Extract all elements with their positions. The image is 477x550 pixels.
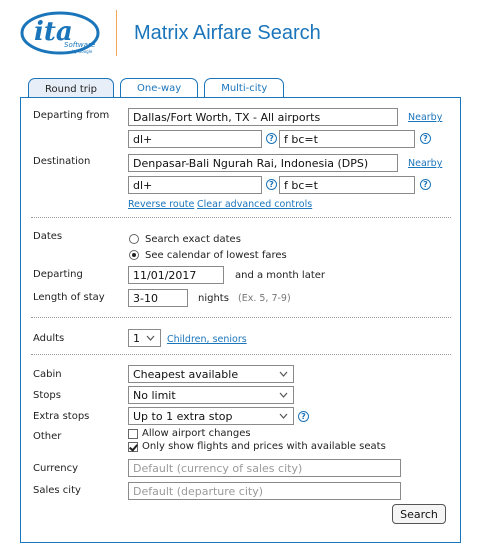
section-divider xyxy=(31,354,451,355)
extra-stops-select[interactable] xyxy=(128,407,294,425)
sales-city-input[interactable]: Default (departure city) xyxy=(128,482,401,500)
extra-stops-label: Extra stops xyxy=(33,411,90,422)
other-label: Other xyxy=(33,431,62,442)
help-icon[interactable]: ? xyxy=(298,411,309,422)
adults-value: 1 xyxy=(133,331,140,345)
logo-sub2: by Google xyxy=(72,49,93,54)
allow-airport-changes-label: Allow airport changes xyxy=(142,428,251,439)
destination-extension-input[interactable]: f bc=t xyxy=(279,176,415,194)
tab-one-way[interactable]: One-way xyxy=(120,78,198,98)
exact-dates-radio[interactable] xyxy=(129,234,139,244)
header-divider xyxy=(116,10,117,56)
help-icon[interactable]: ? xyxy=(420,179,431,190)
length-of-stay-input[interactable]: 3-10 xyxy=(128,289,188,307)
length-of-stay-label: Length of stay xyxy=(33,292,105,303)
tab-round-trip[interactable]: Round trip xyxy=(28,78,114,99)
nights-text: nights xyxy=(198,293,229,304)
stops-value: No limit xyxy=(133,388,176,402)
reverse-route-link[interactable]: Reverse route xyxy=(128,199,195,210)
cabin-value: Cheapest available xyxy=(133,367,239,381)
available-seats-label: Only show flights and prices with available seats xyxy=(142,441,386,452)
cabin-select[interactable] xyxy=(128,365,294,383)
available-seats-checkbox[interactable] xyxy=(128,442,138,452)
origin-nearby-link[interactable]: Nearby xyxy=(408,112,443,123)
page-title: Matrix Airfare Search xyxy=(134,22,321,44)
trip-type-tabs xyxy=(28,78,290,98)
adults-select[interactable] xyxy=(128,329,161,347)
origin-input[interactable]: Dallas/Fort Worth, TX - All airports xyxy=(128,108,398,126)
extra-stops-value: Up to 1 extra stop xyxy=(133,409,233,423)
tab-multi-city[interactable]: Multi-city xyxy=(204,78,284,98)
origin-extension-input[interactable]: f bc=t xyxy=(279,130,415,148)
destination-nearby-link[interactable]: Nearby xyxy=(408,158,443,169)
search-button[interactable]: Search xyxy=(392,504,446,524)
cabin-label: Cabin xyxy=(33,369,62,380)
calendar-radio[interactable] xyxy=(129,250,139,260)
ita-logo xyxy=(20,10,104,56)
destination-routing-input[interactable]: dl+ xyxy=(128,176,262,194)
section-divider xyxy=(31,217,451,218)
dates-label: Dates xyxy=(33,231,63,242)
currency-label: Currency xyxy=(33,463,79,474)
clear-advanced-link[interactable]: Clear advanced controls xyxy=(197,199,313,210)
sales-city-label: Sales city xyxy=(33,485,81,496)
children-seniors-link[interactable]: Children, seniors xyxy=(167,334,247,345)
help-icon[interactable]: ? xyxy=(266,133,277,144)
stay-example-hint: (Ex. 5, 7-9) xyxy=(238,293,291,304)
stops-select[interactable] xyxy=(128,386,294,404)
search-form xyxy=(20,97,461,543)
exact-dates-label: Search exact dates xyxy=(145,234,241,245)
chevron-down-icon xyxy=(279,410,288,422)
origin-routing-input[interactable]: dl+ xyxy=(128,130,262,148)
help-icon[interactable]: ? xyxy=(266,179,277,190)
logo-sub: Software xyxy=(64,41,96,49)
destination-input[interactable]: Denpasar-Bali Ngurah Rai, Indonesia (DPS) xyxy=(128,154,398,172)
app-header xyxy=(14,8,464,58)
logo-text: ita xyxy=(34,17,73,47)
help-icon[interactable]: ? xyxy=(420,133,431,144)
adults-label: Adults xyxy=(33,333,65,344)
departing-date-input[interactable]: 11/01/2017 xyxy=(128,266,224,284)
currency-input[interactable]: Default (currency of sales city) xyxy=(128,459,401,477)
allow-airport-changes-checkbox[interactable] xyxy=(128,429,138,439)
chevron-down-icon xyxy=(146,332,155,344)
stops-label: Stops xyxy=(33,390,61,401)
departing-date-label: Departing xyxy=(33,269,83,280)
chevron-down-icon xyxy=(279,368,288,380)
section-divider xyxy=(31,317,451,318)
destination-label: Destination xyxy=(33,156,91,167)
departing-label: Departing from xyxy=(33,110,110,121)
month-later-text: and a month later xyxy=(235,270,326,281)
chevron-down-icon xyxy=(279,389,288,401)
calendar-label: See calendar of lowest fares xyxy=(145,250,287,261)
